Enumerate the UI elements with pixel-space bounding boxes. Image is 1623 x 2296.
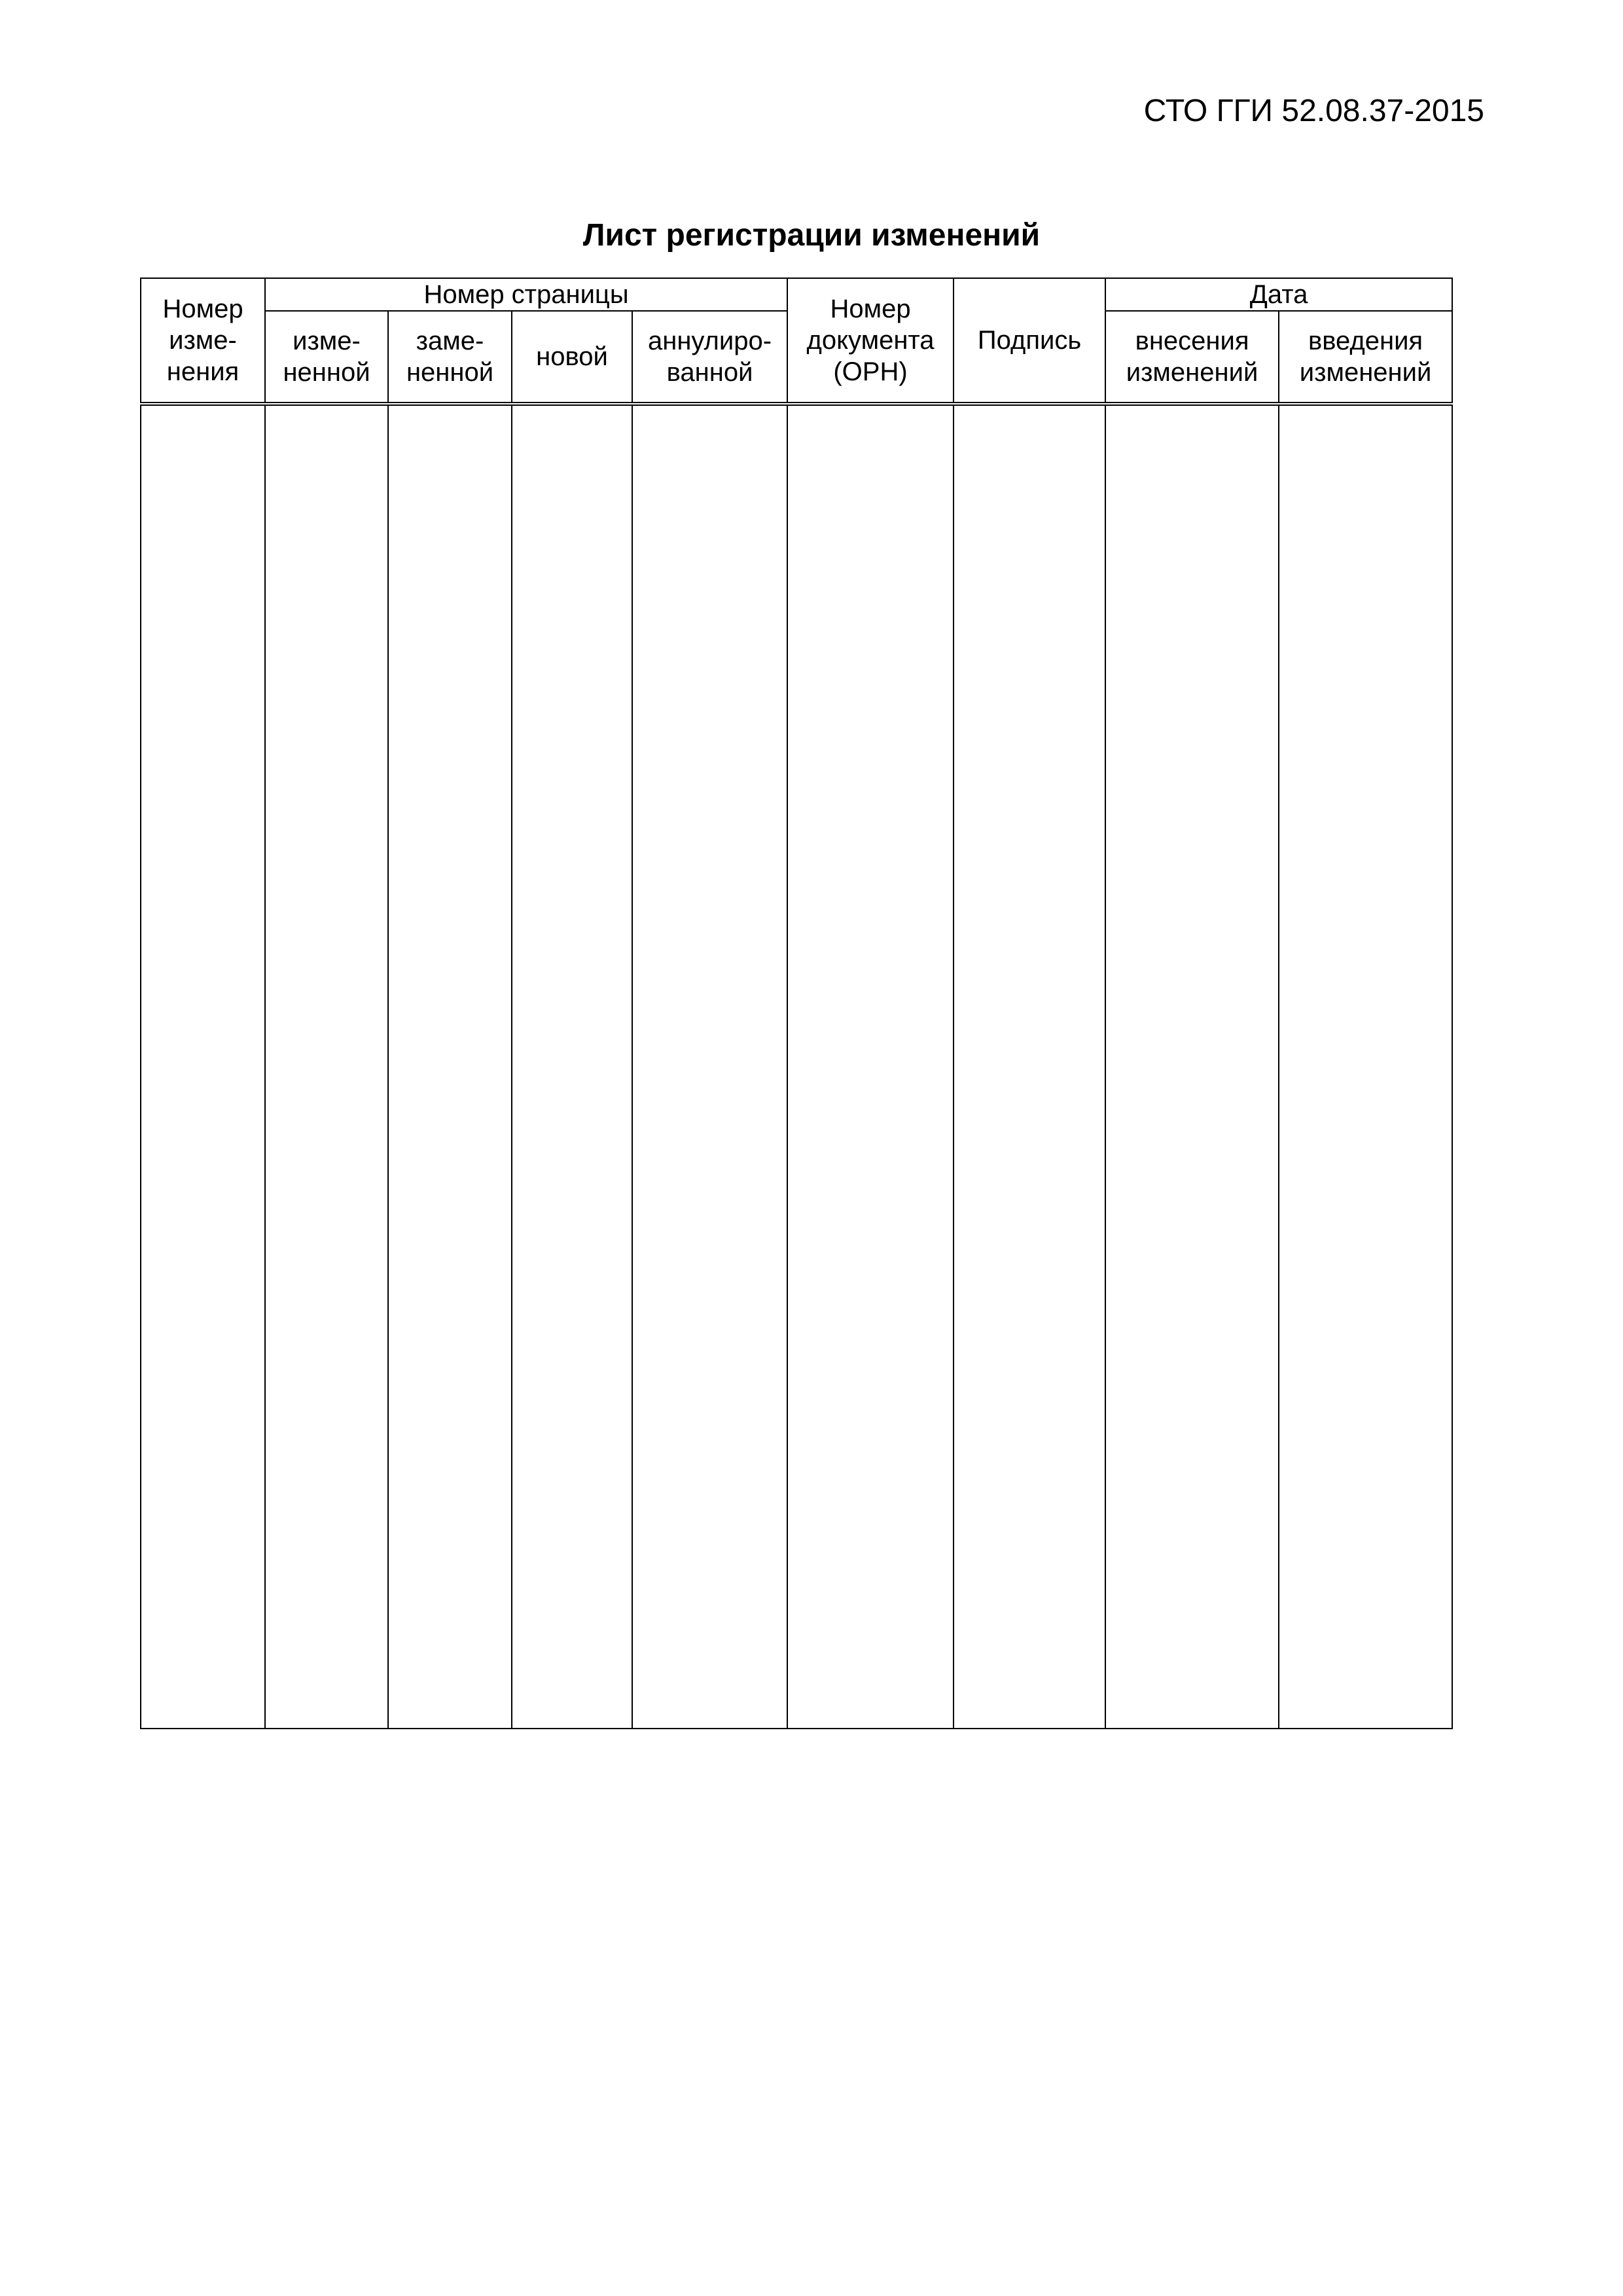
document-code: СТО ГГИ 52.08.37-2015 xyxy=(1143,94,1484,128)
cell-change-number[interactable] xyxy=(141,404,265,1729)
header-page-replaced: заме- ненной xyxy=(388,311,512,404)
cell-page-changed[interactable] xyxy=(265,404,388,1729)
change-registration-table xyxy=(140,278,1453,1729)
header-date-group: Дата xyxy=(1105,278,1452,311)
table-header xyxy=(141,278,1452,404)
header-page-number-group: Номер страницы xyxy=(265,278,787,311)
cell-signature[interactable] xyxy=(954,404,1105,1729)
page-title: Лист регистрации изменений xyxy=(582,218,1041,253)
header-page-new: новой xyxy=(512,311,632,404)
header-signature: Подпись xyxy=(954,278,1105,404)
header-page-changed: изме- ненной xyxy=(265,311,388,404)
header-change-number: Номер изме- нения xyxy=(141,278,265,404)
cell-page-replaced[interactable] xyxy=(388,404,512,1729)
table-row xyxy=(141,404,1452,1729)
cell-page-new[interactable] xyxy=(512,404,632,1729)
header-page-annulled: аннулиро- ванной xyxy=(632,311,787,404)
cell-page-annulled[interactable] xyxy=(632,404,787,1729)
cell-date-effective[interactable] xyxy=(1279,404,1452,1729)
cell-document-number[interactable] xyxy=(787,404,954,1729)
table-body xyxy=(141,404,1452,1729)
header-document-number: Номер документа (ОРН) xyxy=(787,278,954,404)
header-date-entry: внесения изменений xyxy=(1105,311,1279,404)
header-date-effective: введения изменений xyxy=(1279,311,1452,404)
cell-date-entry[interactable] xyxy=(1105,404,1279,1729)
